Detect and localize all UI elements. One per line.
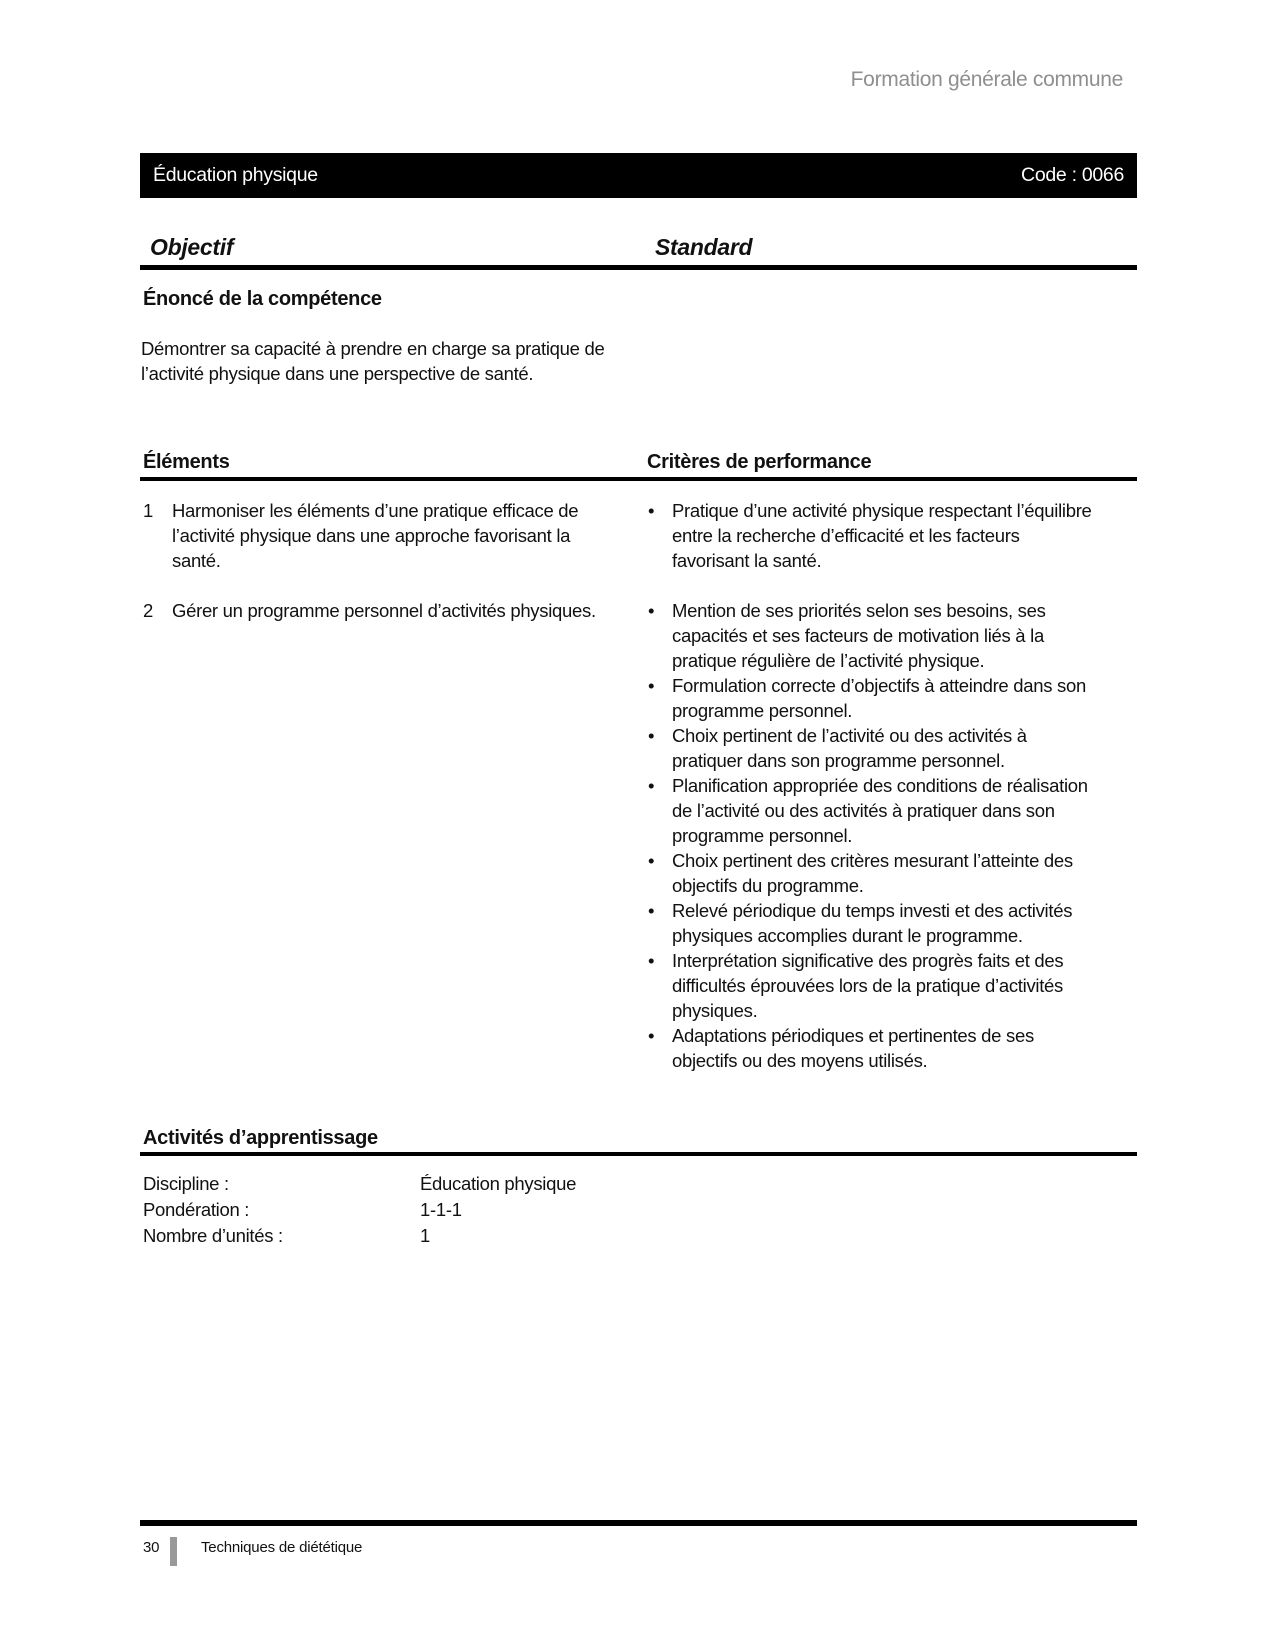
info-row bbox=[143, 1171, 576, 1197]
criteria-item bbox=[648, 498, 1100, 573]
bullet-icon bbox=[648, 723, 672, 773]
competence-heading: Énoncé de la compétence bbox=[143, 288, 382, 310]
footer-divider bbox=[170, 1537, 177, 1566]
info-value: 1-1-1 bbox=[420, 1199, 462, 1220]
bullet-icon bbox=[648, 673, 672, 723]
objectif-heading: Objectif bbox=[150, 234, 234, 260]
element-item bbox=[143, 598, 598, 623]
elements-column bbox=[143, 498, 598, 623]
criteria-item bbox=[648, 898, 1100, 948]
criteria-item bbox=[648, 948, 1100, 1023]
info-row bbox=[143, 1197, 576, 1223]
bullet-icon bbox=[648, 948, 672, 1023]
criteria-text: Choix pertinent des critères mesurant l’atteinte des objectifs du programme. bbox=[672, 850, 1073, 896]
title-bar-code: Code : 0066 bbox=[1021, 164, 1124, 186]
element-text: Harmoniser les éléments d’une pratique efficace de l’activité physique dans une approche favorisant la santé. bbox=[172, 500, 579, 571]
info-value: Éducation physique bbox=[420, 1173, 577, 1194]
criteria-text: Adaptations périodiques et pertinentes de ses objectifs ou des moyens utilisés. bbox=[672, 1025, 1034, 1071]
criteria-text: Pratique d’une activité physique respectant l’équilibre entre la recherche d’efficacité et les facteurs favorisant la santé. bbox=[672, 500, 1092, 571]
info-label: Discipline : bbox=[143, 1173, 229, 1194]
criteria-text: Relevé périodique du temps investi et des activités physiques accomplies durant le programme. bbox=[672, 900, 1073, 946]
footer bbox=[143, 1539, 362, 1566]
criteria-item bbox=[648, 598, 1100, 673]
criteria-item bbox=[648, 723, 1100, 773]
bullet-icon bbox=[648, 773, 672, 848]
activities-header-row bbox=[140, 1124, 1137, 1156]
footer-rule bbox=[140, 1520, 1137, 1526]
bullet-icon bbox=[648, 848, 672, 898]
criteria-item bbox=[648, 848, 1100, 898]
info-value: 1 bbox=[420, 1225, 430, 1246]
element-text: Gérer un programme personnel d’activités physiques. bbox=[172, 600, 596, 621]
criteria-heading: Critères de performance bbox=[647, 451, 872, 473]
criteria-column bbox=[648, 498, 1100, 1073]
bullet-icon bbox=[648, 898, 672, 948]
element-number: 2 bbox=[143, 600, 153, 621]
criteria-group-1 bbox=[648, 498, 1100, 573]
bullet-icon bbox=[648, 498, 672, 573]
criteria-item bbox=[648, 1023, 1100, 1073]
info-label: Pondération : bbox=[143, 1199, 250, 1220]
activities-info bbox=[143, 1171, 576, 1249]
criteria-item bbox=[648, 673, 1100, 723]
criteria-group-2 bbox=[648, 598, 1100, 1073]
criteria-text: Mention de ses priorités selon ses besoins, ses capacités et ses facteurs de motivation liés à la pratique régulière de l’activité physique. bbox=[672, 600, 1046, 671]
info-row bbox=[143, 1223, 576, 1249]
activities-heading: Activités d’apprentissage bbox=[143, 1127, 378, 1149]
bullet-icon bbox=[648, 598, 672, 673]
info-label: Nombre d’unités : bbox=[143, 1225, 283, 1246]
element-number: 1 bbox=[143, 500, 153, 521]
criteria-text: Formulation correcte d’objectifs à atteindre dans son programme personnel. bbox=[672, 675, 1086, 721]
elements-criteria-header-row bbox=[140, 444, 1137, 481]
standard-heading: Standard bbox=[655, 234, 753, 260]
criteria-text: Choix pertinent de l’activité ou des activités à pratiquer dans son programme personnel. bbox=[672, 725, 1027, 771]
footer-program-label: Techniques de diététique bbox=[201, 1539, 363, 1556]
title-bar-subject: Éducation physique bbox=[153, 164, 318, 186]
criteria-text: Interprétation significative des progrès faits et des difficultés éprouvées lors de la pratique d’activités physiques. bbox=[672, 950, 1064, 1021]
running-header: Formation générale commune bbox=[850, 68, 1123, 91]
bullet-icon bbox=[648, 1023, 672, 1073]
criteria-item bbox=[648, 773, 1100, 848]
page-number: 30 bbox=[143, 1539, 160, 1556]
element-item bbox=[143, 498, 598, 573]
criteria-text: Planification appropriée des conditions de réalisation de l’activité ou des activités à pratiquer dans son programme personnel. bbox=[672, 775, 1088, 846]
competence-statement: Démontrer sa capacité à prendre en charge sa pratique de l’activité physique dans une perspective de santé. bbox=[141, 338, 605, 384]
title-bar bbox=[140, 153, 1137, 198]
objectif-standard-header-row bbox=[140, 228, 1137, 270]
elements-heading: Éléments bbox=[143, 451, 230, 473]
